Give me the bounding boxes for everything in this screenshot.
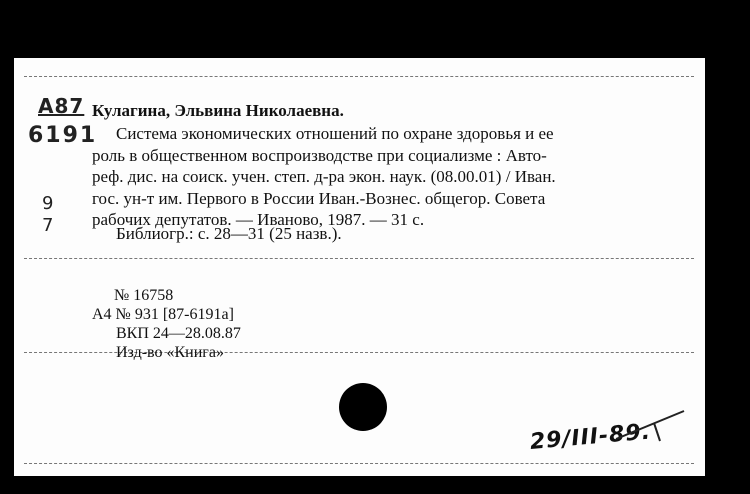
title-line: реф. дис. на соиск. учен. степ. д-ра экон. наук. (08.00.01) / Иван. [92,167,556,186]
divider [24,258,694,259]
record-number: № 16758 [114,287,174,304]
divider [24,463,694,464]
title-line: гос. ун-т им. Первого в России Иван.-Вознес. общегор. Совета [92,189,546,208]
catalog-card [14,58,705,476]
bibliography-note: Библиогр.: с. 28—31 (25 назв.). [116,224,342,243]
margin-mark-bottom: 7 [42,215,54,236]
publisher-line: Изд-во «Книга» [116,344,224,361]
signature-flourish [614,405,694,445]
shelfmark: А87 [38,94,85,118]
punch-hole [339,383,387,431]
divider [24,76,694,77]
margin-mark-top: 9 [42,193,54,214]
inventory-number: 6191 [28,123,98,148]
author-heading: Кулагина, Эльвина Николаевна. [92,101,344,120]
handwritten-date: 29/III-89. [528,419,652,455]
title-line: Система экономических отношений по охране здоровья и ее [116,124,554,143]
title-line: рабочих депутатов. — Иваново, 1987. — 31 с. [92,210,425,229]
title-line: роль в общественном воспроизводстве при социализме : Авто- [92,146,547,165]
vkp-line: ВКП 24—28.08.87 [116,325,241,342]
format-line: А4 № 931 [87-6191а] [92,306,234,323]
